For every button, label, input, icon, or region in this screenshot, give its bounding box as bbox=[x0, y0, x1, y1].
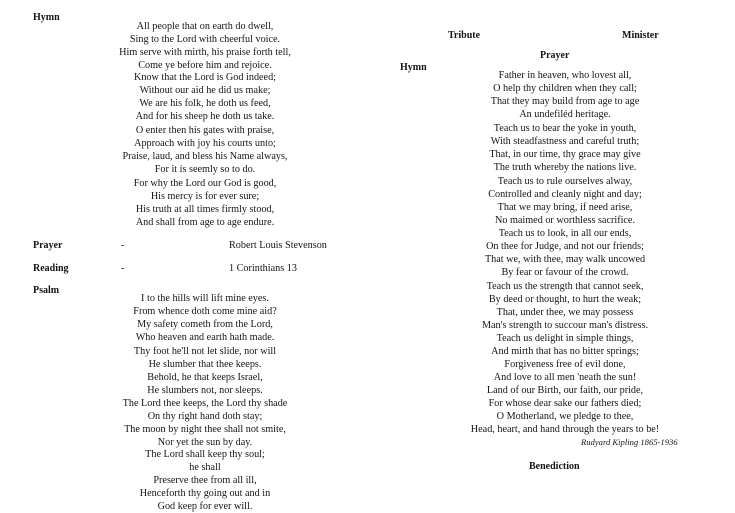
verse-line: That, in our time, thy grace may give bbox=[489, 149, 641, 160]
left-page bbox=[0, 0, 367, 510]
verse-line: he shall bbox=[189, 462, 221, 473]
verse-line: Teach us the strength that cannot seek, bbox=[486, 281, 644, 292]
tribute-heading: Tribute bbox=[448, 30, 481, 41]
verse-line: And for his sheep he doth us take. bbox=[135, 111, 275, 122]
verse-line: Know that the Lord is God indeed; bbox=[133, 72, 277, 83]
reading-dash: - bbox=[121, 263, 125, 274]
verse-line: Controlled and cleanly night and day; bbox=[488, 189, 642, 200]
verse-line: On thy right hand doth stay; bbox=[147, 411, 263, 422]
right-page bbox=[367, 0, 735, 510]
verse-line: Sing to the Lord with cheerful voice. bbox=[129, 34, 281, 45]
benediction-heading: Benediction bbox=[529, 461, 580, 472]
verse-line: Nor yet the sun by day. bbox=[157, 437, 253, 448]
verse-line: Preserve thee from all ill, bbox=[153, 475, 257, 486]
verse-line: We are his folk, he doth us feed, bbox=[139, 98, 271, 109]
verse-line: From whence doth come mine aid? bbox=[133, 306, 277, 317]
verse-line: His truth at all times firmly stood, bbox=[135, 204, 275, 215]
verse-line: All people that on earth do dwell, bbox=[136, 21, 274, 32]
verse-line: I to the hills will lift mine eyes. bbox=[141, 293, 269, 304]
verse-line: And mirth that has no bitter springs; bbox=[491, 346, 639, 357]
kipling-stanza-3 bbox=[442, 175, 688, 227]
verse-line: By deed or thought, to hurt the weak; bbox=[488, 294, 642, 305]
verse-line: Land of our Birth, our faith, our pride, bbox=[486, 385, 644, 396]
kipling-stanza-5 bbox=[442, 280, 688, 332]
hymn-stanza-4 bbox=[90, 177, 320, 229]
verse-line: The Lord shall keep thy soul; bbox=[145, 449, 265, 460]
verse-line: Man's strength to succour man's distress. bbox=[481, 320, 649, 331]
verse-line: And shall from age to age endure. bbox=[135, 217, 275, 228]
verse-line: On thee for Judge, and not our friends; bbox=[486, 241, 644, 252]
verse-line: O enter then his gates with praise, bbox=[135, 125, 275, 136]
verse-line: Without our aid he did us make; bbox=[139, 85, 271, 96]
verse-line: Teach us delight in simple things, bbox=[496, 333, 634, 344]
kipling-stanza-2 bbox=[442, 122, 688, 174]
verse-line: For whose dear sake our fathers died; bbox=[488, 398, 642, 409]
verse-line: Forgiveness free of evil done, bbox=[504, 359, 626, 370]
verse-line: Approach with joy his courts unto; bbox=[134, 138, 276, 149]
hymn-heading: Hymn bbox=[33, 12, 60, 23]
hymn-stanza-3 bbox=[90, 124, 320, 176]
verse-line: Behold, he that keeps Israel, bbox=[147, 372, 263, 383]
verse-line: The moon by night thee shall not smite, bbox=[124, 424, 286, 435]
verse-line: Head, heart, and hand through the years to be! bbox=[470, 424, 660, 435]
reading-label: Reading bbox=[33, 263, 69, 274]
kipling-stanza-4 bbox=[442, 227, 688, 279]
verse-line: With steadfastness and careful truth; bbox=[490, 136, 640, 147]
verse-line: My safety cometh from the Lord, bbox=[137, 319, 273, 330]
psalm-stanza-1 bbox=[90, 292, 320, 344]
verse-line: His mercy is for ever sure; bbox=[150, 191, 260, 202]
verse-line: He slumbers not, nor sleeps. bbox=[147, 385, 263, 396]
hymn-heading: Hymn bbox=[400, 62, 427, 73]
prayer-ref: Robert Louis Stevenson bbox=[229, 240, 327, 251]
verse-line: Henceforth thy going out and in bbox=[139, 488, 271, 499]
verse-line: And love to all men 'neath the sun! bbox=[493, 372, 637, 383]
verse-line: Praise, laud, and bless his Name always, bbox=[122, 151, 288, 162]
verse-line: O help thy children when they call; bbox=[493, 83, 637, 94]
hymn-stanza-1 bbox=[90, 20, 320, 72]
verse-line: Who heaven and earth hath made. bbox=[135, 332, 275, 343]
psalm-stanza-4 bbox=[90, 448, 320, 513]
verse-line: That we may bring, if need arise, bbox=[497, 202, 633, 213]
verse-line: No maimed or worthless sacrifice. bbox=[494, 215, 636, 226]
kipling-attribution: Rudyard Kipling 1865-1936 bbox=[581, 437, 678, 447]
verse-line: O Motherland, we pledge to thee, bbox=[496, 411, 634, 422]
verse-line: Teach us to bear the yoke in youth, bbox=[493, 123, 637, 134]
kipling-stanza-6 bbox=[442, 332, 688, 384]
psalm-stanza-2 bbox=[90, 345, 320, 397]
minister-heading: Minister bbox=[622, 30, 659, 41]
verse-line: An undefiléd heritage. bbox=[519, 109, 611, 120]
verse-line: For it is seemly so to do. bbox=[154, 164, 256, 175]
verse-line: That they may build from age to age bbox=[490, 96, 640, 107]
verse-line: Teach us to rule ourselves alway, bbox=[497, 176, 633, 187]
verse-line: That we, with thee, may walk uncowed bbox=[484, 254, 646, 265]
verse-line: The Lord thee keeps, the Lord thy shade bbox=[122, 398, 288, 409]
prayer-heading: Prayer bbox=[540, 50, 570, 61]
verse-line: Teach us to look, in all our ends, bbox=[498, 228, 632, 239]
verse-line: God keep for ever will. bbox=[157, 501, 253, 512]
psalm-stanza-3 bbox=[90, 397, 320, 449]
verse-line: The truth whereby the nations live. bbox=[493, 162, 637, 173]
verse-line: Him serve with mirth, his praise forth tell, bbox=[119, 47, 291, 58]
verse-line: Thy foot he'll not let slide, nor will bbox=[133, 346, 277, 357]
verse-line: For why the Lord our God is good, bbox=[133, 178, 277, 189]
hymn-stanza-2 bbox=[90, 71, 320, 123]
verse-line: Come ye before him and rejoice. bbox=[138, 60, 272, 71]
reading-ref: 1 Corinthians 13 bbox=[229, 263, 297, 274]
prayer-label: Prayer bbox=[33, 240, 63, 251]
psalm-heading: Psalm bbox=[33, 285, 60, 296]
kipling-stanza-1 bbox=[442, 69, 688, 121]
verse-line: That, under thee, we may possess bbox=[496, 307, 634, 318]
prayer-dash: - bbox=[121, 240, 125, 251]
verse-line: He slumber that thee keeps. bbox=[148, 359, 262, 370]
kipling-stanza-7 bbox=[442, 384, 688, 436]
verse-line: By fear or favour of the crowd. bbox=[501, 267, 629, 278]
verse-line: Father in heaven, who lovest all, bbox=[498, 70, 632, 81]
